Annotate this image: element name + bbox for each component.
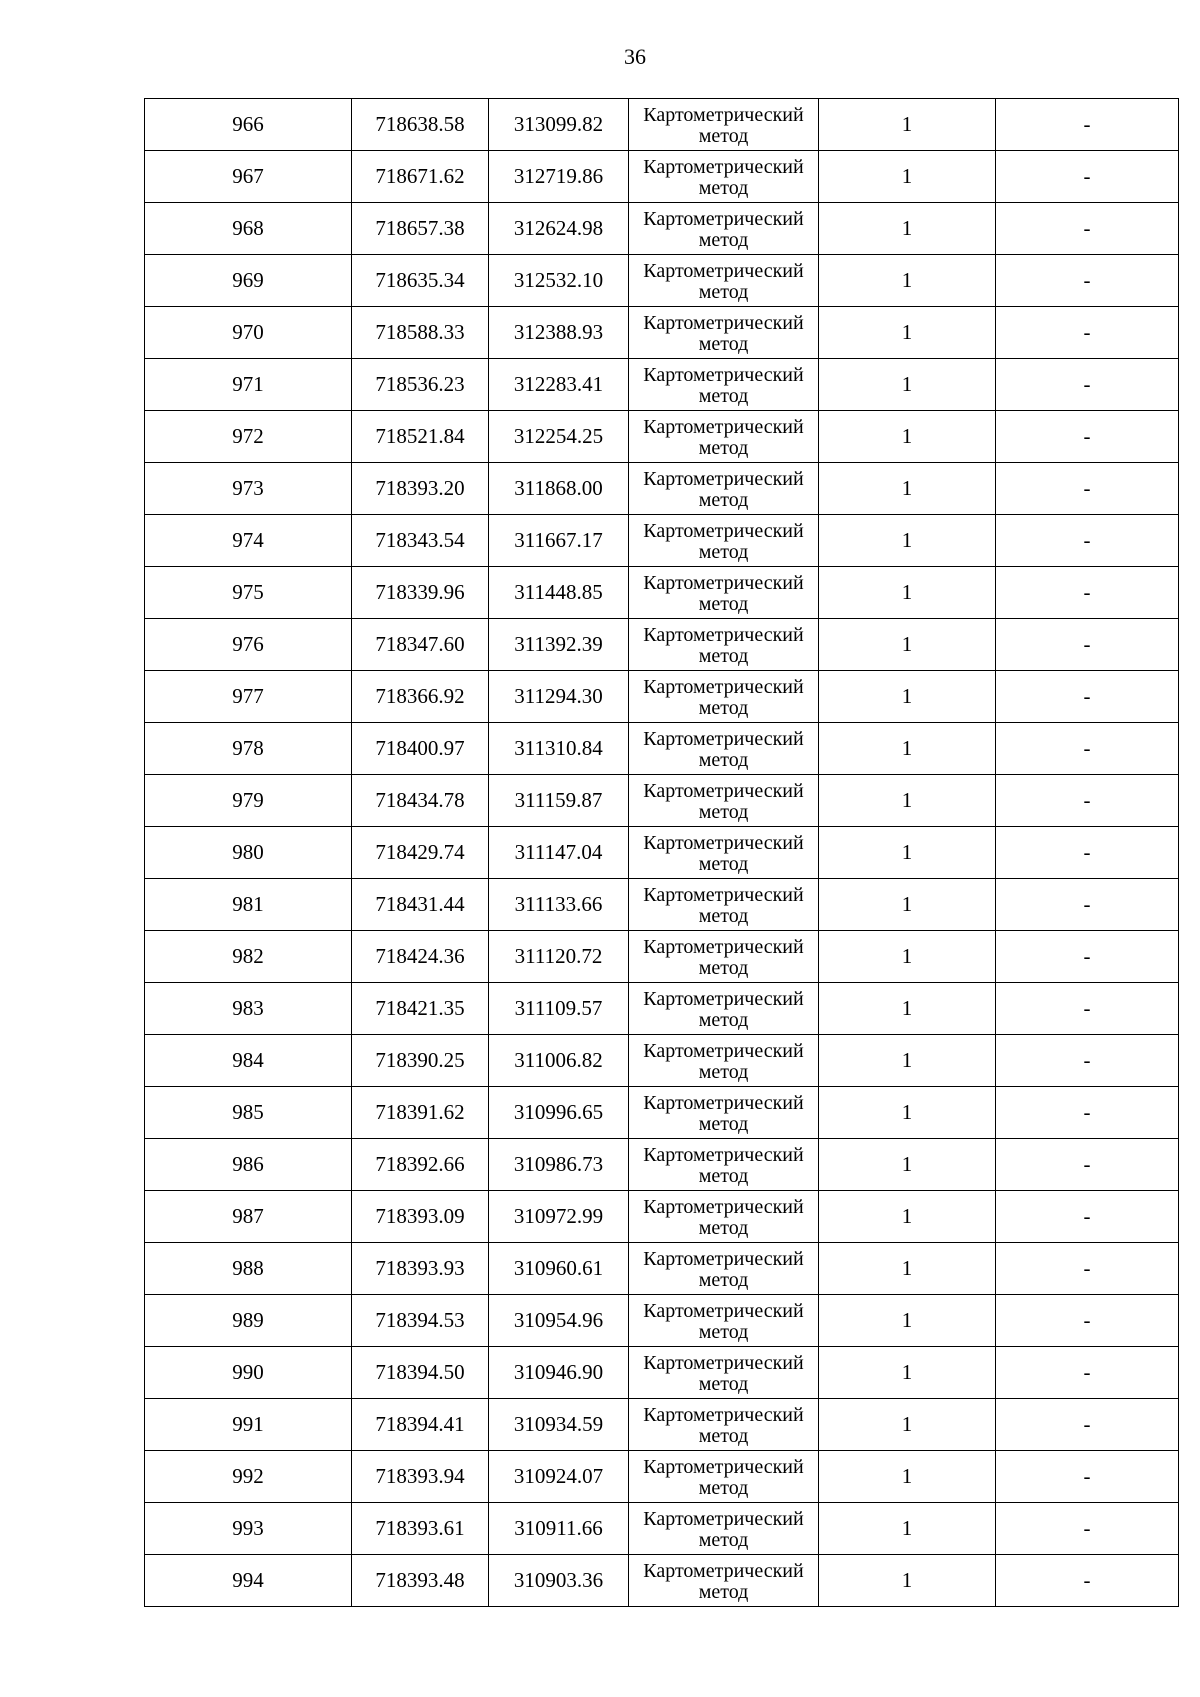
accuracy-cell: 1 — [819, 151, 996, 203]
method-cell: Картометрический метод — [629, 203, 819, 255]
x-coordinate-cell: 718421.35 — [352, 983, 489, 1035]
y-coordinate-cell: 311667.17 — [489, 515, 629, 567]
method-cell: Картометрический метод — [629, 99, 819, 151]
note-cell: - — [996, 255, 1179, 307]
accuracy-cell: 1 — [819, 255, 996, 307]
table-row — [145, 671, 1179, 723]
point-number-cell: 968 — [145, 203, 352, 255]
note-cell: - — [996, 567, 1179, 619]
table-row — [145, 1191, 1179, 1243]
table-row — [145, 411, 1179, 463]
x-coordinate-cell: 718390.25 — [352, 1035, 489, 1087]
coordinates-table-body — [145, 99, 1179, 1607]
x-coordinate-cell: 718424.36 — [352, 931, 489, 983]
method-cell: Картометрический метод — [629, 775, 819, 827]
method-cell: Картометрический метод — [629, 411, 819, 463]
point-number-cell: 966 — [145, 99, 352, 151]
point-number-cell: 978 — [145, 723, 352, 775]
accuracy-cell: 1 — [819, 1399, 996, 1451]
x-coordinate-cell: 718394.53 — [352, 1295, 489, 1347]
x-coordinate-cell: 718393.93 — [352, 1243, 489, 1295]
method-cell: Картометрический метод — [629, 151, 819, 203]
x-coordinate-cell: 718394.50 — [352, 1347, 489, 1399]
y-coordinate-cell: 312719.86 — [489, 151, 629, 203]
point-number-cell: 979 — [145, 775, 352, 827]
x-coordinate-cell: 718393.09 — [352, 1191, 489, 1243]
note-cell: - — [996, 1295, 1179, 1347]
point-number-cell: 985 — [145, 1087, 352, 1139]
y-coordinate-cell: 310924.07 — [489, 1451, 629, 1503]
table-row — [145, 99, 1179, 151]
accuracy-cell: 1 — [819, 671, 996, 723]
note-cell: - — [996, 1243, 1179, 1295]
note-cell: - — [996, 619, 1179, 671]
table-row — [145, 723, 1179, 775]
method-cell: Картометрический метод — [629, 1191, 819, 1243]
note-cell: - — [996, 827, 1179, 879]
y-coordinate-cell: 312283.41 — [489, 359, 629, 411]
method-cell: Картометрический метод — [629, 255, 819, 307]
x-coordinate-cell: 718536.23 — [352, 359, 489, 411]
point-number-cell: 974 — [145, 515, 352, 567]
note-cell: - — [996, 1347, 1179, 1399]
x-coordinate-cell: 718347.60 — [352, 619, 489, 671]
point-number-cell: 983 — [145, 983, 352, 1035]
note-cell: - — [996, 463, 1179, 515]
coordinates-table — [144, 98, 1179, 1607]
table-row — [145, 1295, 1179, 1347]
table-row — [145, 307, 1179, 359]
accuracy-cell: 1 — [819, 1503, 996, 1555]
x-coordinate-cell: 718394.41 — [352, 1399, 489, 1451]
page-number: 36 — [624, 44, 646, 69]
accuracy-cell: 1 — [819, 359, 996, 411]
y-coordinate-cell: 311448.85 — [489, 567, 629, 619]
point-number-cell: 988 — [145, 1243, 352, 1295]
method-cell: Картометрический метод — [629, 463, 819, 515]
method-cell: Картометрический метод — [629, 671, 819, 723]
y-coordinate-cell: 312254.25 — [489, 411, 629, 463]
note-cell: - — [996, 411, 1179, 463]
y-coordinate-cell: 310946.90 — [489, 1347, 629, 1399]
accuracy-cell: 1 — [819, 827, 996, 879]
accuracy-cell: 1 — [819, 1035, 996, 1087]
note-cell: - — [996, 99, 1179, 151]
note-cell: - — [996, 1503, 1179, 1555]
y-coordinate-cell: 311159.87 — [489, 775, 629, 827]
accuracy-cell: 1 — [819, 1295, 996, 1347]
method-cell: Картометрический метод — [629, 1451, 819, 1503]
method-cell: Картометрический метод — [629, 1555, 819, 1607]
x-coordinate-cell: 718434.78 — [352, 775, 489, 827]
table-row — [145, 567, 1179, 619]
point-number-cell: 993 — [145, 1503, 352, 1555]
y-coordinate-cell: 311392.39 — [489, 619, 629, 671]
point-number-cell: 977 — [145, 671, 352, 723]
point-number-cell: 986 — [145, 1139, 352, 1191]
method-cell: Картометрический метод — [629, 1347, 819, 1399]
accuracy-cell: 1 — [819, 1555, 996, 1607]
x-coordinate-cell: 718671.62 — [352, 151, 489, 203]
note-cell: - — [996, 931, 1179, 983]
y-coordinate-cell: 311109.57 — [489, 983, 629, 1035]
method-cell: Картометрический метод — [629, 1139, 819, 1191]
point-number-cell: 976 — [145, 619, 352, 671]
note-cell: - — [996, 1035, 1179, 1087]
point-number-cell: 970 — [145, 307, 352, 359]
note-cell: - — [996, 1139, 1179, 1191]
accuracy-cell: 1 — [819, 203, 996, 255]
point-number-cell: 981 — [145, 879, 352, 931]
accuracy-cell: 1 — [819, 931, 996, 983]
accuracy-cell: 1 — [819, 1087, 996, 1139]
table-row — [145, 1347, 1179, 1399]
table-row — [145, 1243, 1179, 1295]
point-number-cell: 991 — [145, 1399, 352, 1451]
accuracy-cell: 1 — [819, 307, 996, 359]
x-coordinate-cell: 718635.34 — [352, 255, 489, 307]
table-row — [145, 827, 1179, 879]
y-coordinate-cell: 310996.65 — [489, 1087, 629, 1139]
note-cell: - — [996, 307, 1179, 359]
accuracy-cell: 1 — [819, 99, 996, 151]
note-cell: - — [996, 723, 1179, 775]
point-number-cell: 987 — [145, 1191, 352, 1243]
point-number-cell: 989 — [145, 1295, 352, 1347]
y-coordinate-cell: 310986.73 — [489, 1139, 629, 1191]
table-row — [145, 1139, 1179, 1191]
note-cell: - — [996, 671, 1179, 723]
table-row — [145, 463, 1179, 515]
y-coordinate-cell: 311133.66 — [489, 879, 629, 931]
method-cell: Картометрический метод — [629, 307, 819, 359]
method-cell: Картометрический метод — [629, 1087, 819, 1139]
accuracy-cell: 1 — [819, 983, 996, 1035]
method-cell: Картометрический метод — [629, 827, 819, 879]
y-coordinate-cell: 311310.84 — [489, 723, 629, 775]
x-coordinate-cell: 718638.58 — [352, 99, 489, 151]
point-number-cell: 984 — [145, 1035, 352, 1087]
note-cell: - — [996, 203, 1179, 255]
method-cell: Картометрический метод — [629, 931, 819, 983]
accuracy-cell: 1 — [819, 879, 996, 931]
x-coordinate-cell: 718429.74 — [352, 827, 489, 879]
table-row — [145, 931, 1179, 983]
method-cell: Картометрический метод — [629, 1243, 819, 1295]
point-number-cell: 990 — [145, 1347, 352, 1399]
x-coordinate-cell: 718431.44 — [352, 879, 489, 931]
method-cell: Картометрический метод — [629, 1035, 819, 1087]
method-cell: Картометрический метод — [629, 879, 819, 931]
y-coordinate-cell: 310960.61 — [489, 1243, 629, 1295]
method-cell: Картометрический метод — [629, 567, 819, 619]
point-number-cell: 992 — [145, 1451, 352, 1503]
point-number-cell: 969 — [145, 255, 352, 307]
y-coordinate-cell: 311294.30 — [489, 671, 629, 723]
table-row — [145, 983, 1179, 1035]
x-coordinate-cell: 718343.54 — [352, 515, 489, 567]
table-row — [145, 151, 1179, 203]
y-coordinate-cell: 311006.82 — [489, 1035, 629, 1087]
note-cell: - — [996, 1555, 1179, 1607]
note-cell: - — [996, 1087, 1179, 1139]
y-coordinate-cell: 310911.66 — [489, 1503, 629, 1555]
note-cell: - — [996, 151, 1179, 203]
note-cell: - — [996, 359, 1179, 411]
table-row — [145, 1451, 1179, 1503]
x-coordinate-cell: 718393.61 — [352, 1503, 489, 1555]
accuracy-cell: 1 — [819, 723, 996, 775]
point-number-cell: 967 — [145, 151, 352, 203]
method-cell: Картометрический метод — [629, 983, 819, 1035]
method-cell: Картометрический метод — [629, 515, 819, 567]
point-number-cell: 973 — [145, 463, 352, 515]
accuracy-cell: 1 — [819, 1347, 996, 1399]
x-coordinate-cell: 718393.48 — [352, 1555, 489, 1607]
method-cell: Картометрический метод — [629, 359, 819, 411]
accuracy-cell: 1 — [819, 775, 996, 827]
method-cell: Картометрический метод — [629, 1503, 819, 1555]
y-coordinate-cell: 311868.00 — [489, 463, 629, 515]
y-coordinate-cell: 310903.36 — [489, 1555, 629, 1607]
table-row — [145, 1555, 1179, 1607]
note-cell: - — [996, 1451, 1179, 1503]
method-cell: Картометрический метод — [629, 723, 819, 775]
note-cell: - — [996, 775, 1179, 827]
y-coordinate-cell: 312532.10 — [489, 255, 629, 307]
y-coordinate-cell: 310954.96 — [489, 1295, 629, 1347]
x-coordinate-cell: 718393.20 — [352, 463, 489, 515]
table-row — [145, 879, 1179, 931]
table-row — [145, 619, 1179, 671]
y-coordinate-cell: 310972.99 — [489, 1191, 629, 1243]
x-coordinate-cell: 718657.38 — [352, 203, 489, 255]
y-coordinate-cell: 310934.59 — [489, 1399, 629, 1451]
x-coordinate-cell: 718391.62 — [352, 1087, 489, 1139]
x-coordinate-cell: 718400.97 — [352, 723, 489, 775]
x-coordinate-cell: 718521.84 — [352, 411, 489, 463]
y-coordinate-cell: 313099.82 — [489, 99, 629, 151]
table-row — [145, 1087, 1179, 1139]
x-coordinate-cell: 718588.33 — [352, 307, 489, 359]
point-number-cell: 980 — [145, 827, 352, 879]
table-row — [145, 255, 1179, 307]
x-coordinate-cell: 718366.92 — [352, 671, 489, 723]
table-row — [145, 1503, 1179, 1555]
table-row — [145, 359, 1179, 411]
note-cell: - — [996, 983, 1179, 1035]
method-cell: Картометрический метод — [629, 1399, 819, 1451]
note-cell: - — [996, 1399, 1179, 1451]
method-cell: Картометрический метод — [629, 1295, 819, 1347]
y-coordinate-cell: 311120.72 — [489, 931, 629, 983]
note-cell: - — [996, 1191, 1179, 1243]
note-cell: - — [996, 515, 1179, 567]
y-coordinate-cell: 311147.04 — [489, 827, 629, 879]
method-cell: Картометрический метод — [629, 619, 819, 671]
accuracy-cell: 1 — [819, 1139, 996, 1191]
accuracy-cell: 1 — [819, 567, 996, 619]
note-cell: - — [996, 879, 1179, 931]
accuracy-cell: 1 — [819, 1191, 996, 1243]
point-number-cell: 994 — [145, 1555, 352, 1607]
accuracy-cell: 1 — [819, 463, 996, 515]
y-coordinate-cell: 312388.93 — [489, 307, 629, 359]
table-row — [145, 203, 1179, 255]
x-coordinate-cell: 718392.66 — [352, 1139, 489, 1191]
table-row — [145, 1035, 1179, 1087]
y-coordinate-cell: 312624.98 — [489, 203, 629, 255]
accuracy-cell: 1 — [819, 1243, 996, 1295]
accuracy-cell: 1 — [819, 411, 996, 463]
accuracy-cell: 1 — [819, 619, 996, 671]
table-row — [145, 1399, 1179, 1451]
point-number-cell: 982 — [145, 931, 352, 983]
point-number-cell: 971 — [145, 359, 352, 411]
point-number-cell: 975 — [145, 567, 352, 619]
point-number-cell: 972 — [145, 411, 352, 463]
x-coordinate-cell: 718339.96 — [352, 567, 489, 619]
accuracy-cell: 1 — [819, 1451, 996, 1503]
accuracy-cell: 1 — [819, 515, 996, 567]
table-row — [145, 515, 1179, 567]
table-row — [145, 775, 1179, 827]
x-coordinate-cell: 718393.94 — [352, 1451, 489, 1503]
